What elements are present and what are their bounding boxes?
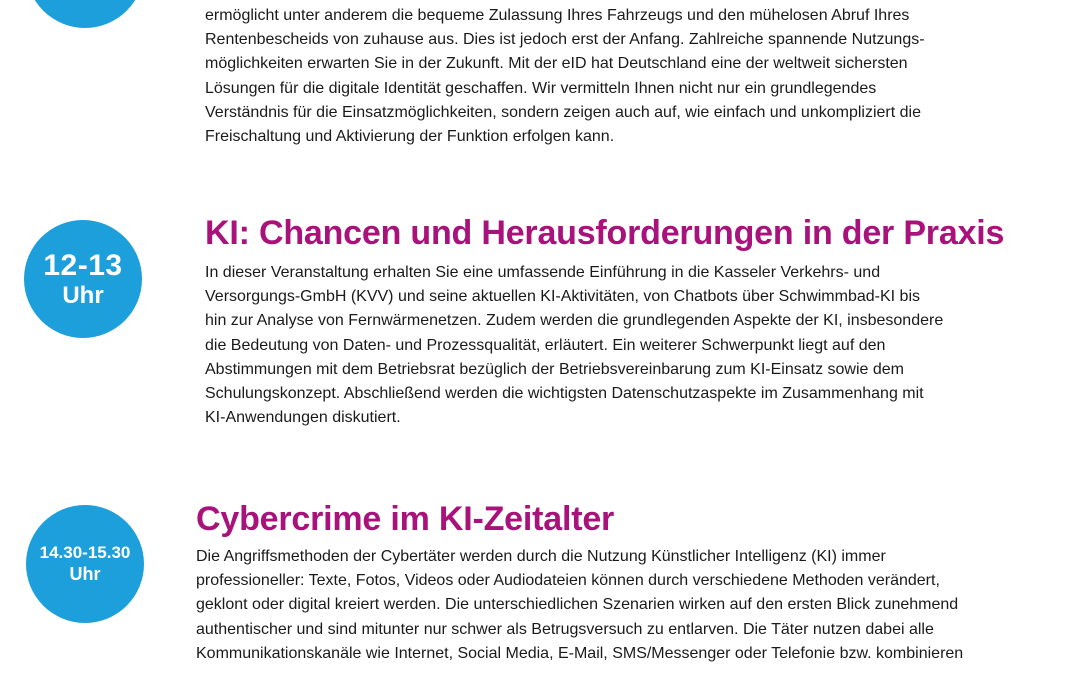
time-unit-label: Uhr <box>69 563 101 584</box>
description-line: geklont oder digital kreiert werden. Die unterschiedlichen Szenarien wirken auf den ersten Blick zunehmend <box>196 596 959 614</box>
description-line: möglichkeiten erwarten Sie in der Zukunft. Mit der eID hat Deutschland eine der weltweit sichersten <box>205 55 908 73</box>
description-line: hin zur Analyse von Fernwärmenetzen. Zudem werden die grundlegenden Aspekte der KI, insbesondere <box>205 312 944 330</box>
time-badge-session-2 <box>24 220 142 338</box>
description-line: In dieser Veranstaltung erhalten Sie eine umfassende Einführung in die Kasseler Verkehrs- und <box>205 264 881 281</box>
session-2-title: KI: Chancen und Herausforderungen in der Praxis <box>205 214 1005 252</box>
session-3-description <box>196 545 963 666</box>
description-line: authentischer und sind mitunter nur schwer als Betrugsversuch zu entlarven. Die Täter nutzen dabei alle <box>196 620 934 638</box>
time-label: 14.30-15.30 <box>39 543 131 563</box>
time-badge-session-1 <box>26 0 144 28</box>
description-line: ermöglicht unter anderem die bequeme Zulassung Ihres Fahrzeugs und den mühelosen Abruf Ihres <box>205 7 910 24</box>
time-label: 12-13 <box>43 248 123 282</box>
session-1-description <box>205 4 925 149</box>
description-line: professioneller: Texte, Fotos, Videos oder Audiodateien können durch verschiedene Methoden verändert, <box>196 572 940 590</box>
description-line: Die Angriffsmethoden der Cybertäter werden durch die Nutzung Künstlicher Intelligenz (KI) immer <box>196 548 886 565</box>
description-line: Versorgungs-GmbH (KVV) und seine aktuellen KI-Aktivitäten, von Chatbots über Schwimmbad-KI bis <box>205 288 920 306</box>
description-line: die Bedeutung von Daten- und Prozessqualität, erläutert. Ein weiterer Schwerpunkt liegt auf den <box>205 336 886 354</box>
description-line: Lösungen für die digitale Identität geschaffen. Wir vermitteln Ihnen nicht nur ein grundlegendes <box>205 79 877 97</box>
description-line: Abstimmungen mit dem Betriebsrat bezüglich der Betriebsvereinbarung zum KI-Einsatz sowie dem <box>205 360 904 378</box>
session-3-title: Cybercrime im KI-Zeitalter <box>196 500 615 538</box>
description-line: KI-Anwendungen diskutiert. <box>205 409 401 427</box>
description-line: Kommunikationskanäle wie Internet, Social Media, E-Mail, SMS/Messenger oder Telefonie bzw. kombinieren <box>196 644 964 662</box>
time-badge-session-3 <box>26 505 144 623</box>
description-line: Schulungskonzept. Abschließend werden die wichtigsten Datenschutzaspekte im Zusammenhang mit <box>205 385 924 403</box>
session-2-description <box>205 261 943 430</box>
description-line: Verständnis für die Einsatzmöglichkeiten, sondern zeigen auch auf, wie einfach und unkompliziert die <box>205 103 921 121</box>
description-line: Freischaltung und Aktivierung der Funktion erfolgen kann. <box>205 128 615 146</box>
time-unit-label: Uhr <box>62 282 104 310</box>
description-line: Rentenbescheids von zuhause aus. Dies ist jedoch erst der Anfang. Zahlreiche spannende Nutzungs- <box>205 31 925 49</box>
